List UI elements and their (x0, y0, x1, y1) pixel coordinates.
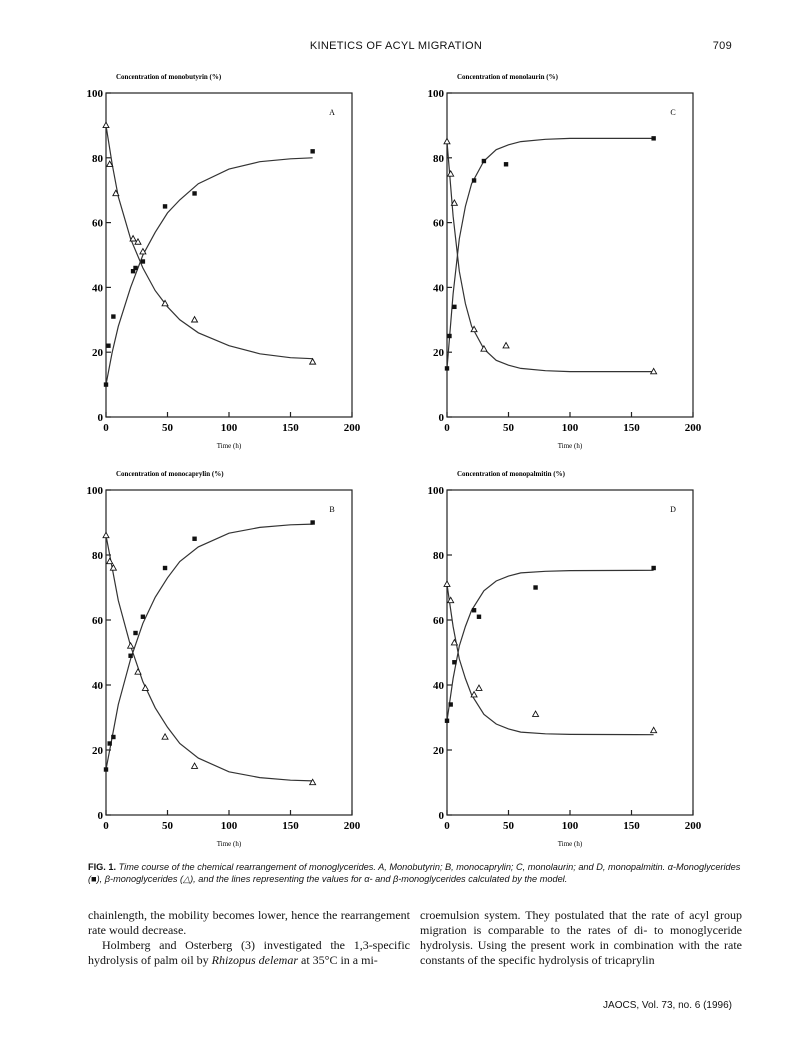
beta-data-point (444, 581, 450, 586)
y-axis-label: Concentration of monopalmitin (%) (457, 470, 565, 478)
y-tick-label: 80 (92, 550, 103, 562)
beta-data-point (651, 727, 657, 732)
body-paragraph: chainlength, the mobility becomes lower, hence the rearrangement rate would decrease. (88, 908, 410, 937)
y-tick-label: 40 (92, 680, 103, 692)
y-tick-label: 100 (86, 88, 103, 100)
species-name: Rhizopus delemar (211, 953, 298, 967)
y-tick-label: 80 (433, 550, 444, 562)
alpha-data-point (448, 702, 452, 706)
x-tick-label: 100 (561, 820, 579, 832)
y-tick-label: 0 (438, 810, 444, 822)
y-axis-label: Concentration of monocaprylin (%) (116, 470, 224, 478)
y-tick-label: 40 (433, 282, 444, 295)
x-tick-label: 100 (220, 422, 238, 434)
x-tick-label: 0 (103, 820, 109, 832)
y-tick-label: 80 (92, 152, 103, 165)
y-tick-label: 100 (86, 485, 103, 497)
body-text: Holmberg and Osterberg (3) investigated the 1,3-specific hydrolysis of palm oil by (88, 938, 410, 967)
alpha-data-point (472, 608, 476, 612)
x-tick-label: 0 (444, 820, 450, 832)
y-tick-label: 20 (433, 347, 444, 360)
panel-label: B (329, 505, 335, 514)
alpha-data-point (651, 566, 655, 570)
x-tick-label: 200 (684, 820, 702, 832)
plot-frame (447, 490, 693, 815)
x-tick-label: 0 (103, 422, 109, 434)
y-tick-label: 0 (97, 810, 103, 822)
y-tick-label: 100 (427, 485, 444, 497)
y-tick-label: 20 (92, 745, 103, 757)
body-text: at 35°C in a mi- (298, 953, 378, 967)
alpha-data-point (445, 719, 449, 723)
x-tick-label: 150 (623, 422, 640, 434)
y-tick-label: 0 (97, 412, 103, 424)
caption-label: FIG. 1. (88, 862, 117, 872)
panel-label: D (670, 505, 676, 514)
y-tick-label: 100 (427, 88, 444, 100)
alpha-data-point (452, 660, 456, 664)
journal-footer: JAOCS, Vol. 73, no. 6 (1996) (603, 1000, 732, 1011)
beta-data-point (533, 711, 539, 716)
y-tick-label: 80 (433, 152, 444, 165)
x-tick-label: 50 (503, 820, 514, 832)
alpha-data-point (533, 585, 537, 589)
model-curve-alpha (447, 570, 654, 721)
page-number: 709 (712, 40, 732, 52)
y-tick-label: 60 (92, 615, 103, 627)
x-tick-label: 200 (684, 422, 702, 434)
y-tick-label: 60 (433, 217, 444, 230)
x-axis-label: Time (h) (557, 442, 583, 450)
body-column-left (88, 908, 410, 968)
caption-text: Time course of the chemical rearrangement of monoglycerides. A, Monobutyrin; B, monocaprylin; C, monolaurin; and D, monopalmitin. α-Monoglycerides (■), β-monoglycerides (△), and the lines representing the values for α- and β-monoglycerides calculated by the model. (88, 862, 741, 884)
x-tick-label: 150 (623, 820, 640, 832)
x-axis-label: Time (h) (557, 840, 583, 848)
x-tick-label: 50 (162, 422, 173, 434)
x-tick-label: 200 (343, 820, 361, 832)
y-tick-label: 40 (433, 680, 444, 692)
body-column-right (420, 908, 742, 968)
x-tick-label: 150 (282, 820, 299, 832)
y-tick-label: 60 (92, 217, 103, 230)
figure-caption (88, 861, 748, 885)
body-paragraph: croemulsion system. They postulated that the rate of acyl group migration is comparable to the rates of di- to monoglyceride hydrolysis. Using the present work in combination with the rate constants of the specific hydrolysis of tricaprylin (420, 908, 742, 967)
x-axis-label: Time (h) (216, 442, 242, 450)
y-tick-label: 0 (438, 412, 444, 424)
body-paragraph (88, 938, 410, 968)
x-tick-label: 200 (343, 422, 361, 434)
y-tick-label: 60 (433, 615, 444, 627)
x-tick-label: 50 (503, 422, 514, 434)
x-tick-label: 150 (282, 422, 299, 434)
y-tick-label: 20 (433, 745, 444, 757)
x-axis-label: Time (h) (216, 840, 242, 848)
beta-data-point (476, 685, 482, 690)
running-title: KINETICS OF ACYL MIGRATION (309, 40, 483, 52)
panel-label: A (329, 108, 335, 117)
panel-label: C (670, 108, 676, 117)
x-tick-label: 100 (220, 820, 238, 832)
alpha-data-point (477, 615, 481, 619)
y-axis-label: Concentration of monolaurin (%) (457, 73, 558, 81)
model-curve-beta (447, 584, 654, 734)
y-axis-label: Concentration of monobutyrin (%) (116, 73, 222, 81)
x-tick-label: 50 (162, 820, 173, 832)
y-tick-label: 40 (92, 282, 103, 295)
x-tick-label: 0 (444, 422, 450, 434)
x-tick-label: 100 (561, 422, 579, 434)
y-tick-label: 20 (92, 347, 103, 360)
